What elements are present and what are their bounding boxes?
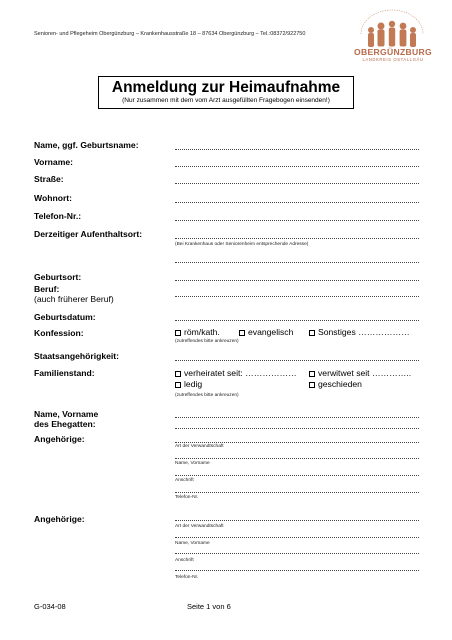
label-ehegatte-2: des Ehegatten:	[34, 419, 96, 429]
label-familienstand: Familienstand:	[34, 368, 95, 378]
label-strasse: Straße:	[34, 174, 64, 184]
input-ehegatte-line-2[interactable]	[175, 428, 419, 429]
option-roem-kath[interactable]	[175, 327, 220, 337]
checkbox-icon[interactable]	[309, 382, 315, 388]
page-subtitle: (Nur zusammen mit dem vom Arzt ausgefüllten Fragebogen einsenden!)	[122, 97, 330, 104]
logo-wordmark: OBERGÜNZBURG	[353, 47, 433, 57]
title-box	[98, 76, 354, 109]
input-beruf-line[interactable]	[175, 296, 419, 297]
input-geburtsort-line[interactable]	[175, 280, 419, 281]
sublabel-name: Name, Vorname	[175, 541, 210, 546]
label-angehoerige-2: Angehörige:	[34, 514, 85, 524]
option-geschieden-label: geschieden	[318, 379, 362, 389]
sublabel-anschrift: Anschrift	[175, 558, 194, 563]
input-vorname-line[interactable]	[175, 166, 419, 167]
option-verwitwet[interactable]	[309, 368, 411, 378]
input-aufenthalt-line-2[interactable]	[175, 262, 419, 263]
option-sonstiges[interactable]	[309, 327, 410, 337]
hint-konfession: (zutreffendes bitte ankreuzen)	[175, 339, 239, 344]
input-angehoerige1-name[interactable]	[175, 458, 419, 459]
input-angehoerige2-name[interactable]	[175, 537, 419, 538]
input-angehoerige1-art[interactable]	[175, 442, 419, 443]
logo-subline: LANDKREIS OSTALLGÄU	[362, 57, 424, 62]
sublabel-telefon: Telefon-Nr.	[175, 495, 199, 500]
option-roem-kath-label: röm/kath.	[184, 327, 220, 337]
option-evangelisch-label: evangelisch	[248, 327, 294, 337]
input-strasse-line[interactable]	[175, 183, 419, 184]
checkbox-icon[interactable]	[239, 330, 245, 336]
label-beruf-sub: (auch früherer Beruf)	[34, 294, 114, 304]
label-aufenthalt: Derzeitiger Aufenthaltsort:	[34, 229, 143, 239]
option-sonstiges-label: Sonstiges ………………	[318, 327, 410, 337]
hint-aufenthalt: (Bei Krankenhaus oder Seniorenheim entsprechende Adresse)	[175, 242, 309, 247]
page-title: Anmeldung zur Heimaufnahme	[111, 79, 341, 96]
footer-page: Seite 1 von 6	[187, 602, 231, 611]
input-staat-line[interactable]	[175, 360, 419, 361]
sublabel-telefon: Telefon-Nr.	[175, 575, 199, 580]
input-angehoerige2-telefon[interactable]	[175, 570, 419, 571]
option-evangelisch[interactable]	[239, 327, 293, 337]
option-geschieden[interactable]	[309, 379, 362, 389]
checkbox-icon[interactable]	[309, 371, 315, 377]
input-wohnort-line[interactable]	[175, 202, 419, 203]
input-geburtsdatum-line[interactable]	[175, 320, 419, 321]
label-geburtsort: Geburtsort:	[34, 272, 82, 282]
sublabel-art: Art der Verwandtschaft	[175, 444, 224, 449]
checkbox-icon[interactable]	[175, 330, 181, 336]
input-angehoerige1-telefon[interactable]	[175, 492, 419, 493]
checkbox-icon[interactable]	[175, 371, 181, 377]
input-ehegatte-line-1[interactable]	[175, 417, 419, 418]
label-staat: Staatsangehörigkeit:	[34, 351, 120, 361]
input-aufenthalt-line[interactable]	[175, 238, 419, 239]
option-verheiratet-label: verheiratet seit: ………………	[184, 368, 297, 378]
option-ledig[interactable]	[175, 379, 202, 389]
option-ledig-label: ledig	[184, 379, 203, 389]
input-telefon-line[interactable]	[175, 220, 419, 221]
option-verheiratet[interactable]	[175, 368, 297, 378]
footer-code: G-034-08	[34, 602, 66, 611]
checkbox-icon[interactable]	[175, 382, 181, 388]
input-angehoerige2-anschrift[interactable]	[175, 553, 419, 554]
label-beruf: Beruf:	[34, 284, 60, 294]
option-verwitwet-label: verwitwet seit …………..	[318, 368, 412, 378]
sublabel-art: Art der Verwandtschaft	[175, 524, 224, 529]
label-angehoerige-1: Angehörige:	[34, 434, 85, 444]
label-telefon: Telefon-Nr.:	[34, 211, 82, 221]
label-ehegatte-1: Name, Vorname	[34, 409, 99, 419]
sublabel-name: Name, Vorname	[175, 461, 210, 466]
input-angehoerige1-anschrift[interactable]	[175, 475, 419, 476]
input-name-line[interactable]	[175, 149, 419, 150]
header-address: Senioren- und Pflegeheim Obergünzburg – Krankenhausstraße 18 – 87634 Obergünzburg – Tel.:08372/922750	[34, 31, 306, 37]
input-angehoerige2-art[interactable]	[175, 520, 419, 521]
checkbox-icon[interactable]	[309, 330, 315, 336]
label-vorname: Vorname:	[34, 157, 73, 167]
label-konfession: Konfession:	[34, 328, 84, 338]
label-wohnort: Wohnort:	[34, 193, 73, 203]
sublabel-anschrift: Anschrift	[175, 478, 194, 483]
label-name: Name, ggf. Geburtsname:	[34, 140, 139, 150]
hint-familienstand: (zutreffendes bitte ankreuzen)	[175, 393, 239, 398]
label-geburtsdatum: Geburtsdatum:	[34, 312, 96, 322]
